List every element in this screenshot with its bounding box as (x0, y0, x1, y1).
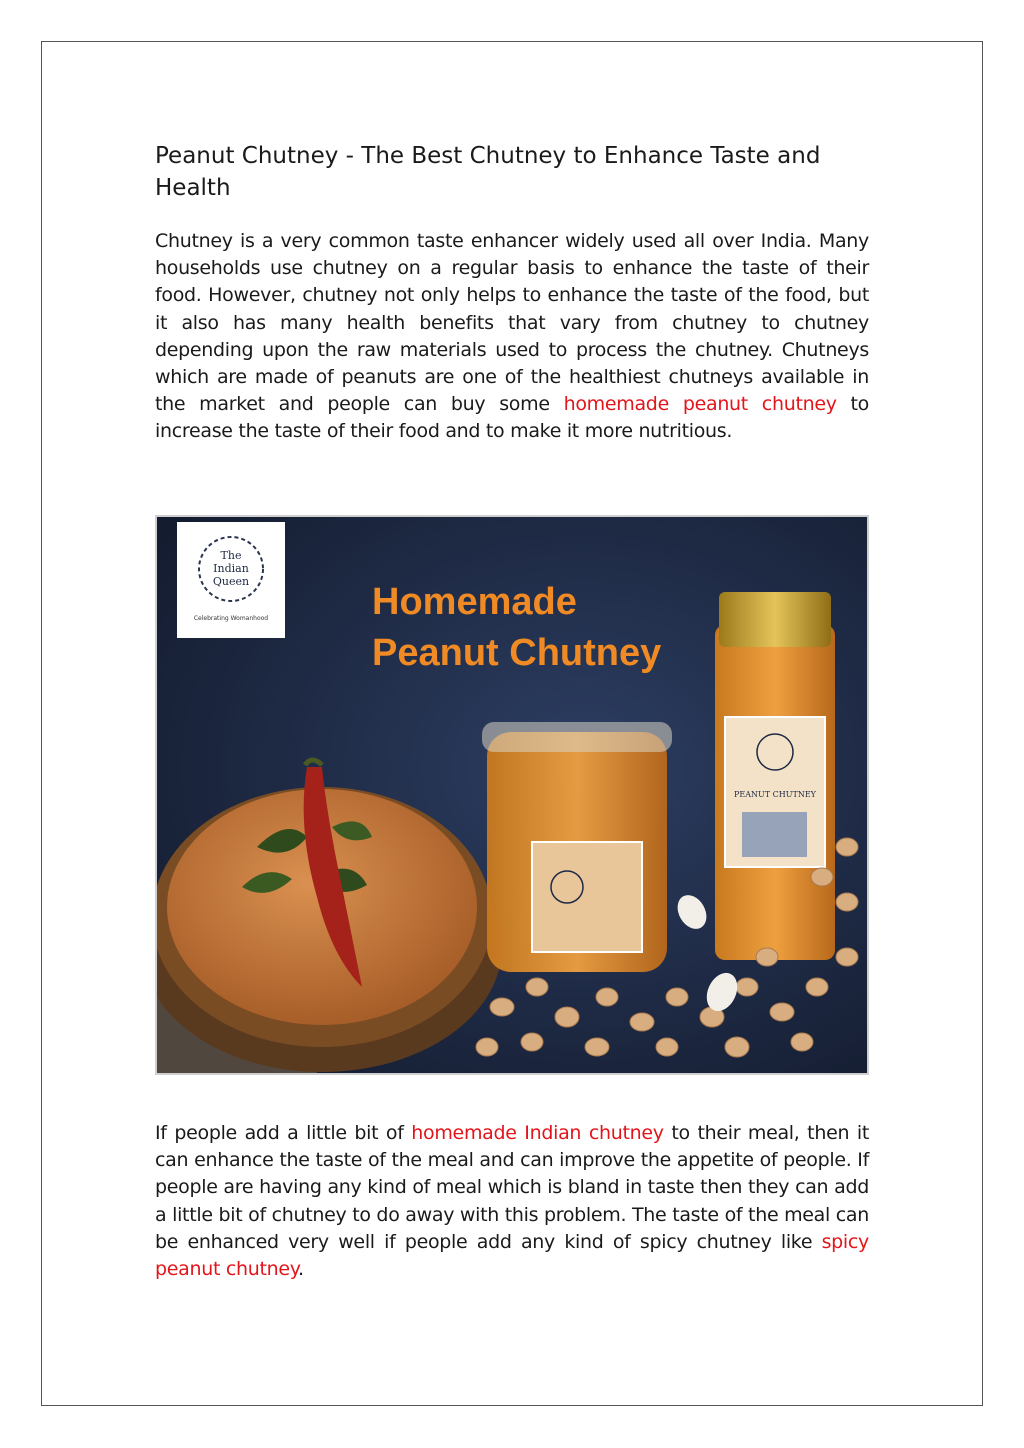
hero-heading-line-1: Homemade (372, 581, 577, 623)
short-jar (482, 722, 672, 972)
logo-line-1: The (220, 549, 242, 562)
tall-jar (715, 592, 835, 960)
hero-heading-line-2: Peanut Chutney (372, 632, 662, 674)
hero-image (155, 515, 869, 1075)
body-paragraph (155, 1120, 869, 1283)
body-text-middle: to their meal, then it can enhance the taste of the meal and can improve the appetite of people. If people are having any kind of meal which is bland in taste then they can add a little bit of chutney to do away with this problem. The taste of the meal can be enhanced very well if people add any kind of spicy chutney like (155, 1122, 869, 1253)
spicy-peanut-chutney-link[interactable]: spicy peanut chutney (155, 1230, 869, 1281)
body-text-before: If people add a little bit of (155, 1122, 412, 1144)
article-title: Peanut Chutney - The Best Chutney to Enhance Taste and Health (155, 143, 821, 201)
logo-line-2: Indian (213, 562, 249, 575)
intro-text-after: to increase the taste of their food and to make it more nutritious. (155, 393, 870, 443)
intro-text-before: Chutney is a very common taste enhancer widely used all over India. Many households use chutney on a regular basis to enhance the taste of their food. However, chutney not only helps to enhance the taste of the food, but it also has many health benefits that vary from chutney to chutney depending upon the raw materials used to process the chutney. Chutneys which are made of peanuts are one of the healthiest chutneys available in the market and people can buy some (155, 230, 869, 416)
homemade-peanut-chutney-link[interactable]: homemade peanut chutney (563, 393, 837, 416)
intro-paragraph (155, 228, 869, 446)
homemade-indian-chutney-link[interactable]: homemade Indian chutney (411, 1122, 664, 1144)
jar-label: PEANUT CHUTNEY (734, 790, 816, 799)
brand-logo (177, 522, 285, 638)
logo-line-3: Queen (212, 575, 250, 588)
body-text-after: . (298, 1258, 304, 1281)
logo-tagline: Celebrating Womanhood (193, 615, 269, 622)
